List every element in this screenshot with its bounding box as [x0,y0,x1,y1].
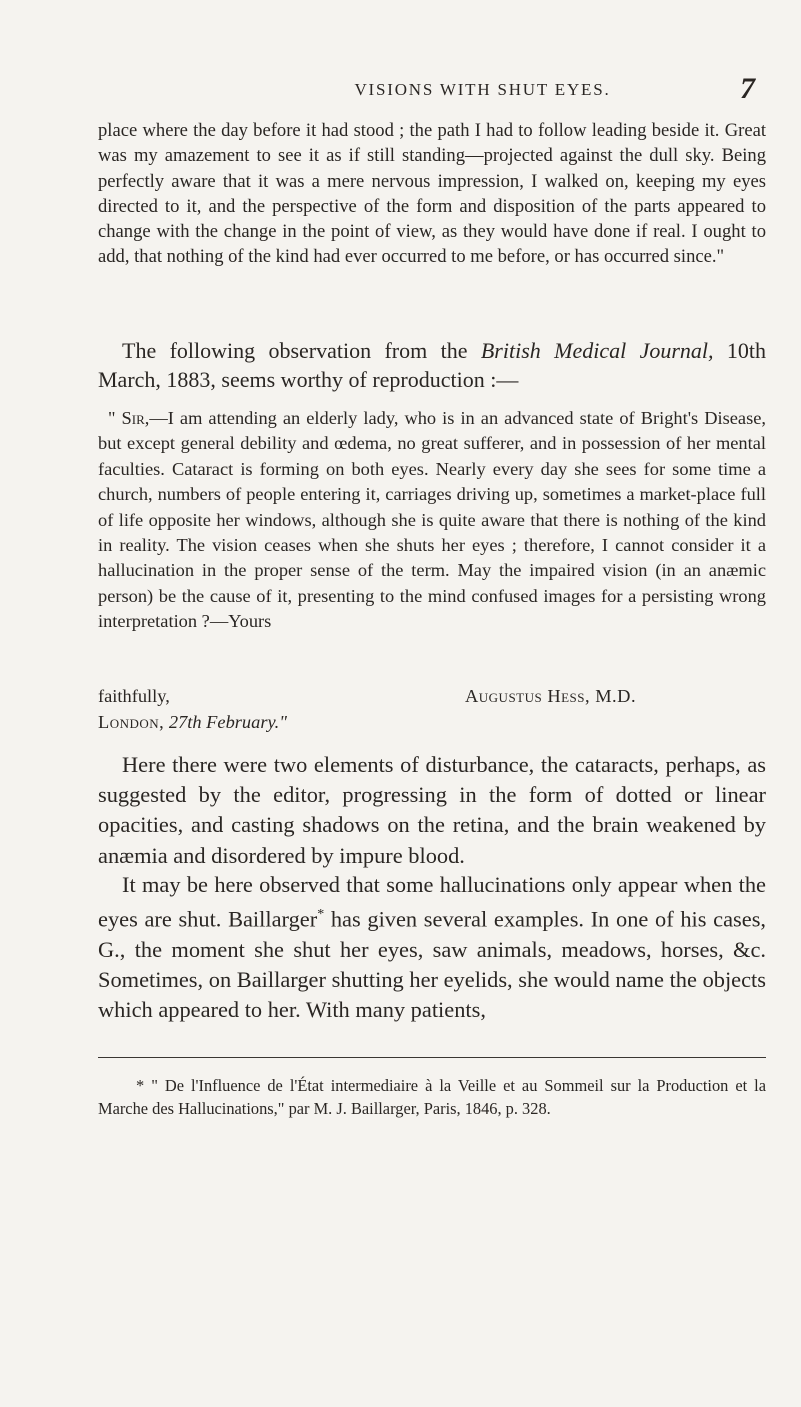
paragraph-disturbance: Here there were two elements of disturbance, the cataracts, perhaps, as suggested by the editor, progressing in the form of dotted or linear opacities, and casting shadows on the retina, and the brain weakened by anæmia and disordered by impure blood. [98,752,766,868]
signature-line [98,686,766,712]
page-number: 7 [740,72,755,105]
letter-signature: Augustus Hess, M.D. [465,686,637,706]
footnote: * " De l'Influence de l'État intermediaire à la Veille et au Sommeil sur la Production et la Marche des Hallucinations," par M. J. Baillarger, Paris, 1846, p. 328. [98,1076,766,1118]
intro-text-end: 10th March, 1883, seems worthy of reproduction :— [98,338,766,392]
paragraph-continued: place where the day before it had stood ; the path I had to follow leading beside it. Great was my amazement to see it as if still standing—projected against the dull sky. Being perfectly aware that it was a mere nervous impression, I walked on, keeping my eyes directed to it, and the perspective of the form and disposition of the parts appeared to change with the change in the point of view, as they would have done if real. I ought to add, that nothing of the kind had ever occurred to me before, or has occurred since." [98,120,766,268]
place-date-line [98,712,287,733]
hallucinations-text: It may be here observed that some hallucinations only appear when the eyes are shut. Baillarger [98,872,766,932]
paragraph-hallucinations [98,870,766,1025]
letter-closing: faithfully, [98,686,170,706]
journal-title: British Medical Journal, [480,338,714,363]
hallucinations-text-end: has given several examples. In one of his cases, G., the moment she shut her eyes, saw animals, meadows, horses, &c. Sometimes, on Baillarger shutting her eyelids, she would name the objects which appeared to her. With many patients, [98,906,767,1023]
letter-salutation: " Sir, [108,408,150,428]
running-head [96,74,769,104]
footnote-marker: * [317,907,325,923]
running-title: VISIONS WITH SHUT EYES. [354,80,611,99]
letter-place: London, [98,712,165,732]
letter-body: —I am attending an elderly lady, who is in an advanced state of Bright's Disease, but except general debility and œdema, no great sufferer, and in possession of her mental faculties. Cataract is forming on both eyes. Nearly every day she sees for some time a church, numbers of people entering it, carriages driving up, sometimes a market-place full of life opposite her windows, although she is quite aware that there is nothing of the kind in reality. The vision ceases when she shuts her eyes ; therefore, I cannot consider it a hallucination in the proper sense of the term. May the impaired vision (in an anæmic person) be the cause of it, presenting to the mind confused images for a persisting wrong interpretation ?—Yours [98,408,766,632]
paragraph-intro-observation [98,336,766,394]
intro-text: The following observation from the [122,338,481,363]
quoted-letter [98,406,766,635]
letter-date: 27th February." [168,712,287,732]
footnote-rule [98,1057,766,1058]
